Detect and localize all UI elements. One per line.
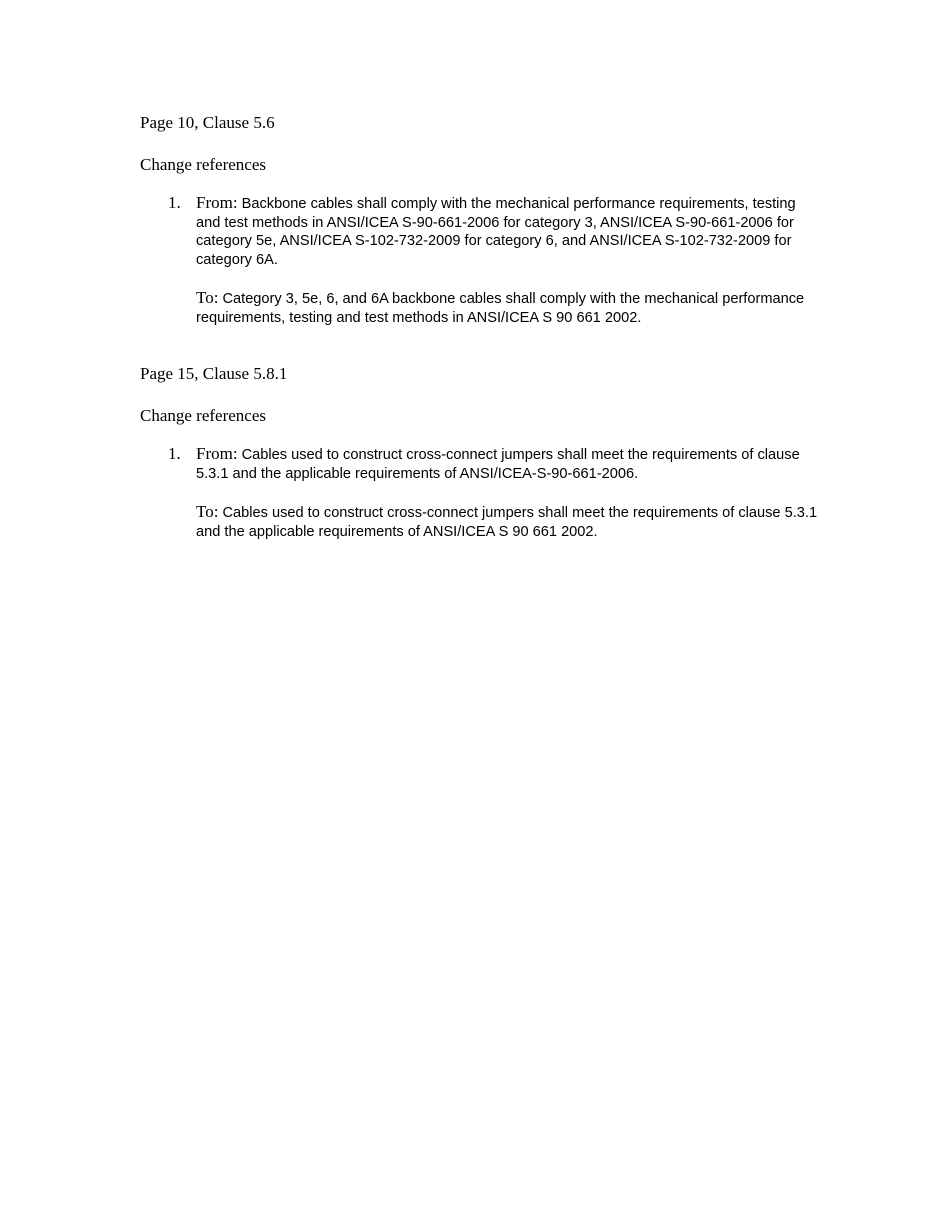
to-label: To: (196, 288, 219, 307)
list-item-number: 1. (168, 193, 181, 212)
to-paragraph (196, 289, 820, 327)
from-label: From: (196, 193, 238, 212)
from-paragraph (196, 194, 820, 269)
section-clause-5-8-1 (140, 363, 820, 541)
section-subheading: Change references (140, 406, 267, 425)
list-item (140, 445, 820, 541)
to-label: To: (196, 502, 219, 521)
document-page (140, 112, 820, 541)
section-subheading: Change references (140, 155, 267, 174)
from-text: Backbone cables shall comply with the mechanical performance requirements, testing and test methods in ANSI/ICEA S-90-661-2006 for category 3, ANSI/ICEA S-90-661-2006 for category 5e, ANSI/ICEA S-102-732-2009 for category 6, and ANSI/ICEA S-102-732-2009 for category 6A. (196, 196, 796, 268)
section-clause-5-6 (140, 112, 820, 327)
to-paragraph (196, 503, 820, 541)
list-item (140, 194, 820, 327)
section-heading: Page 10, Clause 5.6 (140, 113, 275, 132)
from-text: Cables used to construct cross-connect jumpers shall meet the requirements of clause 5.3.1 and the applicable requirements of ANSI/ICEA-S-90-661-2006. (196, 447, 800, 482)
section-heading: Page 15, Clause 5.8.1 (140, 364, 288, 383)
to-text: Category 3, 5e, 6, and 6A backbone cables shall comply with the mechanical performance requirements, testing and test methods in ANSI/ICEA S 90 661 2002. (196, 291, 805, 326)
from-label: From: (196, 444, 238, 463)
to-text: Cables used to construct cross-connect jumpers shall meet the requirements of clause 5.3.1 and the applicable requirements of ANSI/ICEA S 90 661 2002. (196, 505, 818, 540)
list-item-number: 1. (168, 444, 181, 463)
from-paragraph (196, 445, 820, 483)
